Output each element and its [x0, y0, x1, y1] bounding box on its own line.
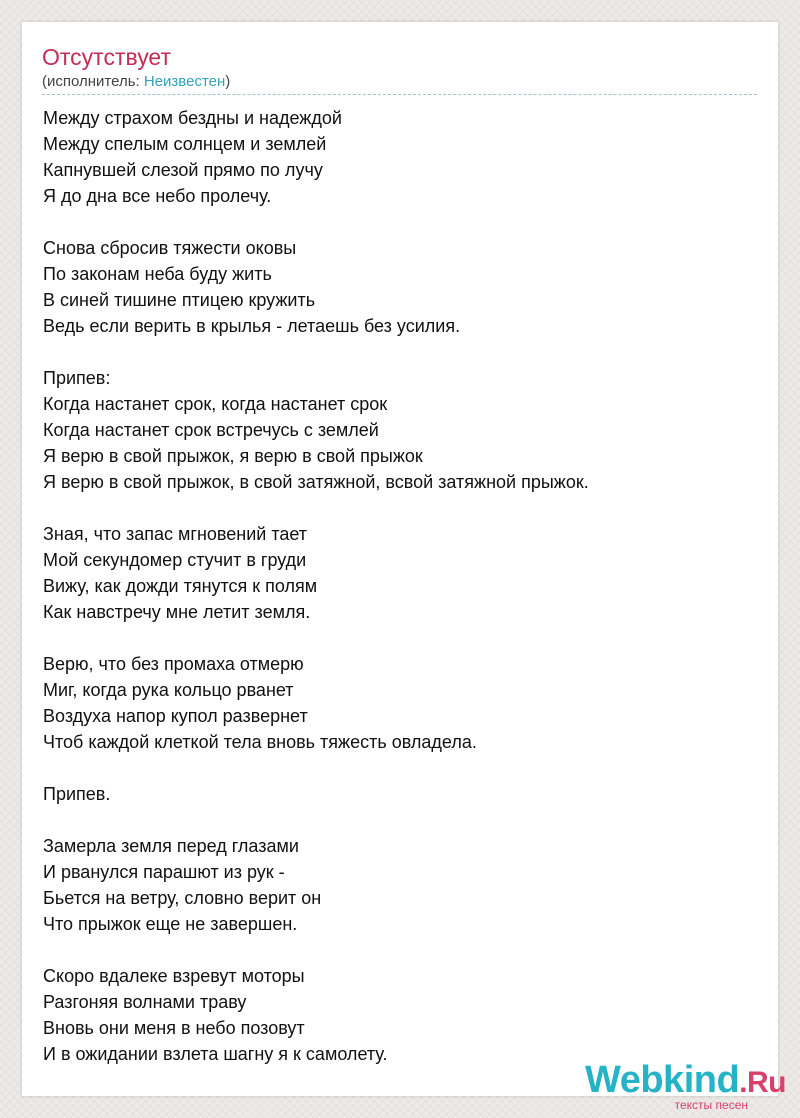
lyric-line: Я до дна все небо пролечу. — [43, 186, 272, 206]
lyric-line: Верю, что без промаха отмерю — [43, 654, 304, 674]
lyric-line: Скоро вдалеке взревут моторы — [43, 966, 305, 986]
lyric-line: Ведь если верить в крылья - летаешь без усилия. — [43, 316, 461, 336]
stanza — [43, 833, 758, 937]
logo-brand-text: Webkind — [585, 1059, 740, 1101]
artist-line — [42, 73, 230, 91]
lyric-line: Зная, что запас мгновений тает — [43, 524, 308, 544]
lyric-line: Что прыжок еще не завершен. — [43, 914, 298, 934]
lyric-line: Как навстречу мне летит земля. — [43, 602, 311, 622]
stanza — [43, 521, 758, 625]
stanza — [43, 781, 758, 807]
lyric-line: По законам неба буду жить — [43, 264, 272, 284]
artist-prefix: (исполнитель: — [42, 73, 144, 90]
logo-tld-text: .Ru — [739, 1066, 786, 1099]
lyric-line: Между спелым солнцем и землей — [43, 134, 327, 154]
lyric-line: В синей тишине птицею кружить — [43, 290, 316, 310]
lyric-line: И в ожидании взлета шагну я к самолету. — [43, 1044, 388, 1064]
lyric-line: Припев. — [43, 784, 111, 804]
lyric-line: Бьется на ветру, словно верит он — [43, 888, 322, 908]
lyric-line: И рванулся парашют из рук - — [43, 862, 285, 882]
lyric-line: Замерла земля перед глазами — [43, 836, 299, 856]
lyric-line: Капнувшей слезой прямо по лучу — [43, 160, 323, 180]
lyric-line: Мой секундомер стучит в груди — [43, 550, 307, 570]
lyric-line: Вижу, как дожди тянутся к полям — [43, 576, 318, 596]
artist-suffix: ) — [225, 73, 231, 90]
lyric-line: Воздуха напор купол развернет — [43, 706, 308, 726]
lyric-line: Я верю в свой прыжок, в свой затяжной, всвой затяжной прыжок. — [43, 472, 589, 492]
lyric-line: Когда настанет срок встречусь с землей — [43, 420, 379, 440]
stanza — [43, 105, 758, 209]
stanza — [43, 963, 758, 1067]
lyric-line: Разгоняя волнами траву — [43, 992, 247, 1012]
stanza — [43, 235, 758, 339]
site-logo[interactable] — [585, 1058, 794, 1118]
stanza — [43, 365, 758, 495]
lyric-line: Вновь они меня в небо позовут — [43, 1018, 305, 1038]
lyric-line: Когда настанет срок, когда настанет срок — [43, 394, 388, 414]
song-title: Отсутствует — [42, 44, 171, 70]
lyrics-body — [43, 105, 758, 1093]
lyric-line: Снова сбросив тяжести оковы — [43, 238, 297, 258]
lyric-line: Между страхом бездны и надеждой — [43, 108, 342, 128]
lyric-line: Миг, когда рука кольцо рванет — [43, 680, 294, 700]
lyric-line: Чтоб каждой клеткой тела вновь тяжесть овладела. — [43, 732, 477, 752]
lyric-line: Припев: — [43, 368, 111, 388]
lyrics-card — [22, 22, 778, 1096]
artist-link[interactable]: Неизвестен — [143, 73, 226, 90]
title-divider — [42, 94, 757, 95]
logo-tagline: тексты песен — [674, 1098, 748, 1112]
stanza — [43, 651, 758, 755]
lyric-line: Я верю в свой прыжок, я верю в свой прыжок — [43, 446, 423, 466]
